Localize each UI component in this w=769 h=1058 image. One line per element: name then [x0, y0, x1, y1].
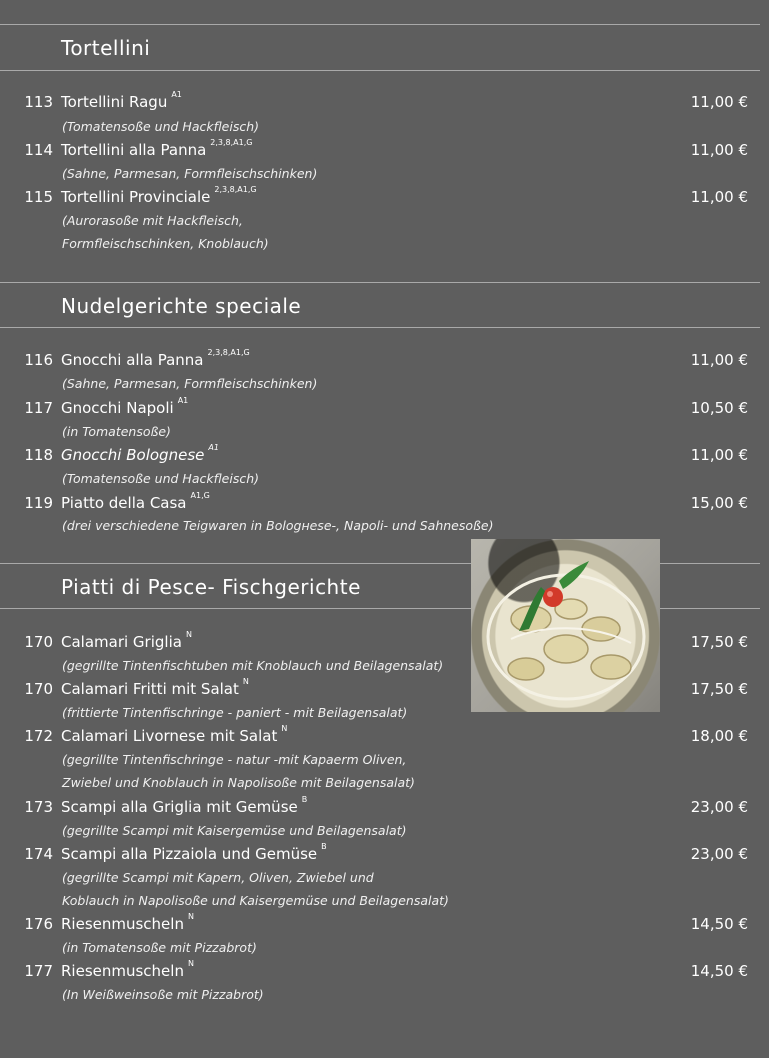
section-title-piatti-di-pesce: Piatti di Pesce- Fischgerichte — [61, 575, 361, 599]
item-description: (Aurorasoße mit Hackfleisch, — [62, 213, 243, 228]
item-description: (in Tomatensoße) — [62, 424, 171, 439]
item-price: 11,00 € — [690, 188, 748, 206]
item-name: Riesenmuscheln — [61, 962, 184, 980]
item-description: (in Tomatensoße mit Pizzabrot) — [62, 940, 257, 955]
item-allergens: 2,3,8,A1,G — [214, 185, 257, 194]
item-name: Scampi alla Pizzaiola und Gemüse — [61, 845, 318, 863]
item-number: 172 — [24, 727, 53, 745]
item-name-wrap — [61, 630, 192, 654]
item-allergens: B — [321, 842, 327, 851]
item-number: 174 — [24, 845, 53, 863]
item-number: 119 — [24, 494, 53, 512]
item-name: Calamari Livornese mit Salat — [61, 727, 278, 745]
item-allergens: B — [301, 795, 308, 804]
item-description: (gegrillte Tintenfischtuben mit Knoblauch und Beilagensalat) — [62, 658, 444, 673]
item-allergens: A1 — [171, 90, 182, 99]
divider — [0, 24, 760, 25]
item-allergens: N — [242, 677, 249, 686]
item-allergens: A1 — [208, 443, 219, 452]
item-allergens: N — [187, 959, 194, 968]
item-price: 11,00 € — [690, 351, 748, 369]
item-description: Zwiebel und Knoblauch in Napolisoße mit Beilagensalat) — [62, 775, 415, 790]
item-number: 170 — [24, 680, 53, 698]
item-name-wrap — [61, 795, 307, 819]
section-title-nudelgerichte: Nudelgerichte speciale — [61, 294, 302, 318]
menu-item — [0, 795, 769, 819]
item-description: (In Weißweinsoße mit Pizzabrot) — [62, 987, 264, 1002]
item-name-wrap — [61, 724, 287, 748]
menu-item — [0, 912, 769, 936]
item-price: 15,00 € — [690, 494, 748, 512]
item-description: (Sahne, Parmesan, Formfleischschinken) — [62, 376, 318, 391]
item-name: Tortellini alla Panna — [61, 141, 207, 159]
item-number: 114 — [24, 141, 53, 159]
item-description: Formfleischschinken, Knoblauch) — [62, 236, 269, 251]
menu-item — [0, 185, 769, 209]
item-description: (Tomatensoße und Hackfleisch) — [62, 471, 260, 486]
item-price: 23,00 € — [690, 798, 748, 816]
divider — [0, 282, 760, 283]
menu-item — [0, 396, 769, 420]
item-number: 173 — [24, 798, 53, 816]
item-name: Gnocchi Napoli — [61, 399, 174, 417]
item-name-wrap — [61, 348, 250, 372]
item-name-wrap — [61, 396, 188, 420]
item-description: (Tomatensoße und Hackfleisch) — [62, 119, 260, 134]
menu-item — [0, 959, 769, 983]
item-number: 113 — [24, 93, 53, 111]
item-price: 17,50 € — [690, 633, 748, 651]
item-allergens: 2,3,8,A1,G — [207, 348, 250, 357]
item-allergens: N — [187, 912, 194, 921]
item-allergens: N — [281, 724, 288, 733]
item-name-wrap — [61, 491, 210, 515]
item-description: (Sahne, Parmesan, Formfleischschinken) — [62, 166, 318, 181]
divider — [0, 70, 760, 71]
menu-item — [0, 138, 769, 162]
item-name-wrap — [61, 912, 194, 936]
menu-item — [0, 724, 769, 748]
item-price: 18,00 € — [690, 727, 748, 745]
item-price: 11,00 € — [690, 93, 748, 111]
item-price: 11,00 € — [690, 446, 748, 464]
menu-item — [0, 90, 769, 114]
item-number: 117 — [24, 399, 53, 417]
item-name: Gnocchi alla Panna — [61, 351, 204, 369]
item-name-wrap — [61, 443, 219, 467]
item-price: 23,00 € — [690, 845, 748, 863]
item-description: (gegrillte Tintenfischringe - natur -mit Kapaerm Oliven, — [62, 752, 407, 767]
dish-photo — [471, 539, 660, 712]
item-number: 116 — [24, 351, 53, 369]
item-price: 14,50 € — [690, 915, 748, 933]
item-name: Gnocchi Bolognese — [61, 446, 205, 464]
item-allergens: 2,3,8,A1,G — [210, 138, 253, 147]
item-description: (frittierte Tintenfischringe - paniert - mit Beilagensalat) — [62, 705, 408, 720]
item-price: 11,00 € — [690, 141, 748, 159]
item-name: Calamari Griglia — [61, 633, 182, 651]
item-name-wrap — [61, 90, 182, 114]
item-number: 115 — [24, 188, 53, 206]
item-name-wrap — [61, 138, 252, 162]
item-allergens: A1,G — [190, 491, 210, 500]
item-number: 176 — [24, 915, 53, 933]
item-allergens: A1 — [177, 396, 189, 405]
item-name-wrap — [61, 959, 194, 983]
menu-item — [0, 443, 769, 467]
item-name-wrap — [61, 677, 249, 701]
item-description: (drei verschiedene Teigwaren in Bologнese-, Napoli- und Sahnesoße) — [62, 518, 494, 533]
item-description: (gegrillte Scampi mit Kapern, Oliven, Zwiebel und — [62, 870, 374, 885]
item-number: 170 — [24, 633, 53, 651]
menu-item — [0, 842, 769, 866]
menu-item — [0, 491, 769, 515]
item-price: 14,50 € — [690, 962, 748, 980]
item-number: 177 — [24, 962, 53, 980]
item-name: Scampi alla Griglia mit Gemüse — [61, 798, 298, 816]
tortellini-plate-illustration — [471, 539, 660, 712]
item-name-wrap — [61, 842, 327, 866]
item-name: Tortellini Provinciale — [61, 188, 211, 206]
item-number: 118 — [24, 446, 53, 464]
item-name: Calamari Fritti mit Salat — [61, 680, 239, 698]
item-name: Tortellini Ragu — [61, 93, 168, 111]
item-description: (gegrillte Scampi mit Kaisergemüse und Beilagensalat) — [62, 823, 407, 838]
divider — [0, 327, 760, 328]
item-allergens: N — [185, 630, 192, 639]
item-price: 10,50 € — [690, 399, 748, 417]
item-name: Riesenmuscheln — [61, 915, 184, 933]
section-title-tortellini: Tortellini — [61, 36, 151, 60]
item-name-wrap — [61, 185, 257, 209]
item-price: 17,50 € — [690, 680, 748, 698]
item-description: Koblauch in Napolisoße und Kaisergemüse und Beilagensalat) — [62, 893, 449, 908]
item-name: Piatto della Casa — [61, 494, 187, 512]
menu-item — [0, 348, 769, 372]
